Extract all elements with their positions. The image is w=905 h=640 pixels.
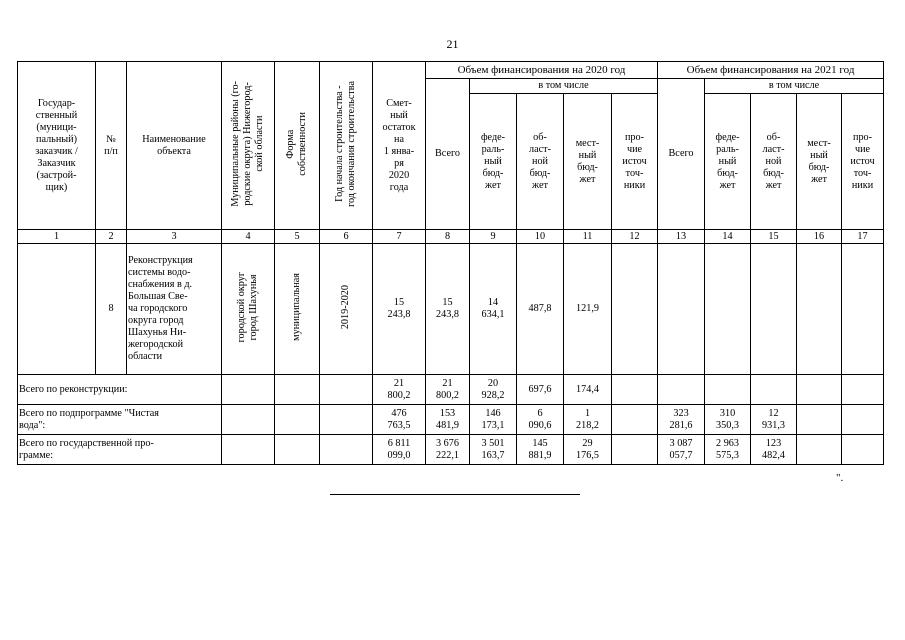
- header-estimate: Смет- ный остаток на 1 янва- ря 2020 года: [373, 62, 426, 230]
- cell-municipality: [222, 435, 275, 465]
- header-regional-2021: об- ласт- ной бюд- жет: [751, 94, 797, 230]
- cell-total-2020: 15 243,8: [426, 244, 470, 375]
- header-federal-2021: феде- раль- ный бюд- жет: [705, 94, 751, 230]
- cell-estimate: 21 800,2: [373, 375, 426, 405]
- cell-ownership: [275, 244, 320, 375]
- cell-local-2020: 121,9: [564, 244, 612, 375]
- col-number: 8: [426, 230, 470, 244]
- header-other-2021: про- чие источ точ- ники: [842, 94, 884, 230]
- header-ownership: [275, 62, 320, 230]
- header-object-name: Наименование объекта: [127, 62, 222, 230]
- cell-estimate: 6 811 099,0: [373, 435, 426, 465]
- cell-federal-2021: [705, 244, 751, 375]
- col-number: 1: [18, 230, 96, 244]
- cell-total-2021: 323 281,6: [658, 405, 705, 435]
- header-row-1: [18, 62, 884, 79]
- total-state-row: [18, 435, 884, 465]
- cell-regional-2021: [751, 375, 797, 405]
- cell-other-2020: [612, 244, 658, 375]
- page-number: 21: [446, 37, 459, 51]
- cell-federal-2021: 310 350,3: [705, 405, 751, 435]
- col-number: 11: [564, 230, 612, 244]
- cell-years: [320, 405, 373, 435]
- col-number: 7: [373, 230, 426, 244]
- cell-other-2021: [842, 435, 884, 465]
- separator-line: [330, 494, 580, 495]
- cell-other-2021: [842, 375, 884, 405]
- cell-ownership: [275, 435, 320, 465]
- col-number: 15: [751, 230, 797, 244]
- cell-municipality: [222, 244, 275, 375]
- cell-customer: [18, 244, 96, 375]
- cell-federal-2021: 2 963 575,3: [705, 435, 751, 465]
- header-federal-2020: феде- раль- ный бюд- жет: [470, 94, 517, 230]
- total-reconstruction-label: Всего по реконструкции:: [18, 375, 222, 405]
- cell-local-2020: 174,4: [564, 375, 612, 405]
- cell-estimate: 15 243,8: [373, 244, 426, 375]
- cell-regional-2020: 6 090,6: [517, 405, 564, 435]
- cell-federal-2020: 146 173,1: [470, 405, 517, 435]
- column-number-row: [18, 230, 884, 244]
- closing-quote: ".: [836, 472, 844, 484]
- cell-other-2021: [842, 405, 884, 435]
- cell-local-2020: 29 176,5: [564, 435, 612, 465]
- header-years: [320, 62, 373, 230]
- cell-other-2020: [612, 375, 658, 405]
- col-number: 4: [222, 230, 275, 244]
- cell-regional-2020: 145 881,9: [517, 435, 564, 465]
- cell-ownership: [275, 375, 320, 405]
- cell-regional-2021: 123 482,4: [751, 435, 797, 465]
- col-number: 17: [842, 230, 884, 244]
- col-number: 6: [320, 230, 373, 244]
- cell-regional-2020: 697,6: [517, 375, 564, 405]
- cell-years-text: 2019-2020: [340, 284, 351, 330]
- cell-local-2021: [797, 244, 842, 375]
- header-num: № п/п: [96, 62, 127, 230]
- header-fin-2020: Объем финансирования на 2020 год: [426, 62, 658, 79]
- cell-num: 8: [96, 244, 127, 375]
- header-total-2021: Всего: [658, 79, 705, 230]
- col-number: 14: [705, 230, 751, 244]
- cell-local-2021: [797, 375, 842, 405]
- header-total-2020: Всего: [426, 79, 470, 230]
- cell-local-2021: [797, 435, 842, 465]
- total-state-label: Всего по государственной про- грамме:: [18, 435, 222, 465]
- header-customer: Государ- ственный (муници- пальный) заказчик / Заказчик (застрой- щик): [18, 62, 96, 230]
- cell-total-2020: 153 481,9: [426, 405, 470, 435]
- cell-ownership-text: муниципальная: [291, 273, 302, 341]
- header-years-text: Год начала строительства - год окончания строительства: [334, 80, 357, 207]
- header-municipality: [222, 62, 275, 230]
- cell-years: [320, 435, 373, 465]
- cell-federal-2020: 14 634,1: [470, 244, 517, 375]
- total-subprogram-label: Всего по подпрограмме "Чистая вода":: [18, 405, 222, 435]
- cell-ownership: [275, 405, 320, 435]
- cell-other-2021: [842, 244, 884, 375]
- cell-years: [320, 244, 373, 375]
- cell-total-2020: 3 676 222,1: [426, 435, 470, 465]
- cell-regional-2020: 487,8: [517, 244, 564, 375]
- header-incl-2020: в том числе: [470, 79, 658, 94]
- cell-municipality-text: городской округ город Шахунья: [236, 271, 259, 343]
- col-number: 5: [275, 230, 320, 244]
- header-municipality-text: Муниципальные районы (го- родские округа) Нижегород- ской области: [230, 80, 265, 207]
- cell-municipality: [222, 375, 275, 405]
- cell-federal-2020: 20 928,2: [470, 375, 517, 405]
- object-row: [18, 244, 884, 375]
- total-subprogram-row: [18, 405, 884, 435]
- header-other-2020: про- чие источ точ- ники: [612, 94, 658, 230]
- cell-total-2021: 3 087 057,7: [658, 435, 705, 465]
- col-number: 3: [127, 230, 222, 244]
- total-reconstruction-row: [18, 375, 884, 405]
- cell-total-2021: [658, 375, 705, 405]
- cell-federal-2020: 3 501 163,7: [470, 435, 517, 465]
- header-fin-2021: Объем финансирования на 2021 год: [658, 62, 884, 79]
- cell-federal-2021: [705, 375, 751, 405]
- header-local-2021: мест- ный бюд- жет: [797, 94, 842, 230]
- cell-local-2021: [797, 405, 842, 435]
- header-local-2020: мест- ный бюд- жет: [564, 94, 612, 230]
- cell-years: [320, 375, 373, 405]
- col-number: 9: [470, 230, 517, 244]
- cell-municipality: [222, 405, 275, 435]
- header-regional-2020: об- ласт- ной бюд- жет: [517, 94, 564, 230]
- cell-other-2020: [612, 435, 658, 465]
- cell-object-name: Реконструкция системы водо- снабжения в д. Большая Све- ча городского округа город Шахунья Ни- жегородской области: [127, 244, 222, 375]
- header-ownership-text: Форма собственности: [285, 111, 308, 176]
- cell-local-2020: 1 218,2: [564, 405, 612, 435]
- financing-table: [17, 61, 884, 465]
- cell-regional-2021: 12 931,3: [751, 405, 797, 435]
- cell-estimate: 476 763,5: [373, 405, 426, 435]
- col-number: 13: [658, 230, 705, 244]
- col-number: 16: [797, 230, 842, 244]
- col-number: 12: [612, 230, 658, 244]
- cell-other-2020: [612, 405, 658, 435]
- cell-total-2021: [658, 244, 705, 375]
- header-incl-2021: в том числе: [705, 79, 884, 94]
- col-number: 2: [96, 230, 127, 244]
- col-number: 10: [517, 230, 564, 244]
- cell-total-2020: 21 800,2: [426, 375, 470, 405]
- cell-regional-2021: [751, 244, 797, 375]
